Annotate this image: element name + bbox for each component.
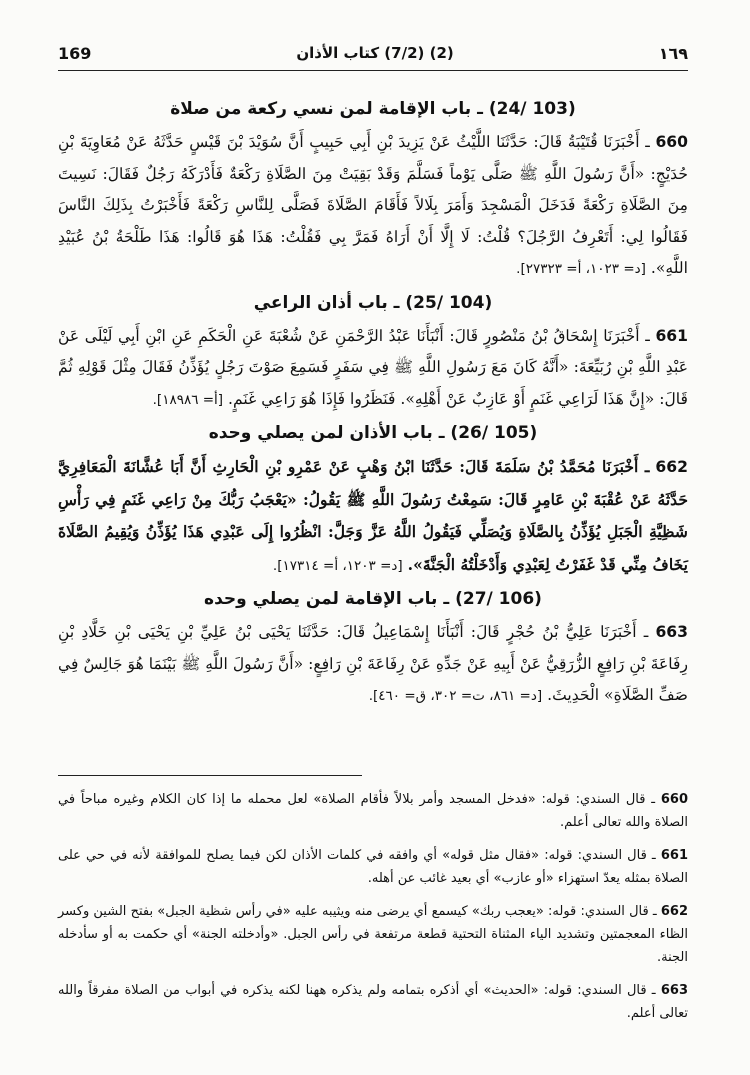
hadith-text: ـ أَخْبَرَنَا قُتَيْبَةُ قَالَ: حَدَّثَنَا اللَّيْثُ عَنْ يَزِيدَ بْنِ أَبِي حَبِيبٍ أَنَّ سُوَيْدَ بْنَ قَيْسٍ حَدَّثَهُ عَنْ مُعَاوِيَةَ بْنِ حُدَيْجٍ: «أَنَّ رَسُولَ اللَّهِ ﷺ صَلَّى يَوْماً فَسَلَّمَ وَقَدْ بَقِيَتْ مِنَ الصَّلَاةِ رَكْعَةٌ فَأَدْرَكَهُ رَجُلٌ فَقَالَ: نَسِيتَ مِنَ الصَّلَاةِ رَكْعَةً فَدَخَلَ الْمَسْجِدَ وَأَمَرَ بِلَالاً فَأَقَامَ الصَّلَاةَ فَصَلَّى لِلنَّاسِ رَكْعَةً فَأَخْبَرْتُ بِذَلِكَ النَّاسَ فَقَالُوا لِي: أَتَعْرِفُ الرَّجُلَ؟ قُلْتُ: لَا إِلَّا أَنْ أَرَاهُ فَمَرَّ بِي فَقُلْتُ: هَذَا هُوَ قَالُوا: هَذَا طَلْحَةُ بْنُ عُبَيْدِ اللَّهِ». <box>58 133 688 277</box>
footnote-text: ـ قال السندي: قوله: «الحديث» أي أذكره بتمامه ولم يذكره ههنا لكنه يذكره في أبواب من الصلاة مفرقاً والله تعالى أعلم. <box>58 983 688 1021</box>
footnote-text: ـ قال السندي: قوله: «فدخل المسجد وأمر بلالاً فأقام الصلاة» لعل محمله ما إذا كان الكلام وغيره مباحاً في الصلاة والله تعالى أعلم. <box>58 792 688 830</box>
footnote-divider <box>58 775 362 776</box>
footnote-number: 661 <box>660 848 688 863</box>
main-text <box>58 92 688 713</box>
hadith-reference: [أ= ١٨٩٨٦]. <box>152 391 224 408</box>
footnotes <box>58 788 688 1035</box>
footnote <box>58 979 688 1025</box>
footnote <box>58 788 688 834</box>
page-number-arabic: ١٦٩ <box>658 43 688 63</box>
chapter-section <box>58 290 688 417</box>
running-title: (2) (7/2) كتاب الأذان <box>296 44 454 62</box>
hadith-reference: [د= ١٢٠٣، أ= ١٧٣١٤]. <box>272 557 403 574</box>
hadith-number: 663 <box>655 623 688 641</box>
footnote-number: 660 <box>660 792 688 807</box>
footnote-text: ـ قال السندي: قوله: «فقال مثل قوله» أي وافقه في كلمات الأذان لكن فيما يصلح للموافقة لأنه في حي على الصلاة بمثله يعدّ استهزاء «أو عازب» أي بعيد غائب عن أهله. <box>58 848 688 886</box>
footnote-text: ـ قال السندي: قوله: «يعجب ربك» كيسمع أي يرضى منه ويثيبه عليه «في رأس شظية الجبل» بفتح الشين وكسر الظاء المعجمتين وتشديد الياء المثناة التحتية قطعة مرتفعة في رأس الجبل. «وأدخلته الجنة» أي حكمت به أو سأدخله الجنة. <box>58 904 688 965</box>
page-number-latin: 169 <box>58 43 92 63</box>
hadith-text: ـ أَخْبَرَنَا عَلِيُّ بْنُ حُجْرٍ قَالَ: أَنْبَأَنَا إِسْمَاعِيلُ قَالَ: حَدَّثَنَا يَحْيَى بْنُ عَلِيِّ بْنِ يَحْيَى بْنِ خَلَّادِ بْنِ رِفَاعَةَ بْنِ رَافِعٍ الزُّرَقِيُّ عَنْ أَبِيهِ عَنْ جَدِّهِ عَنْ رِفَاعَةَ بْنِ رَافِعٍ: «أَنَّ رَسُولَ اللَّهِ ﷺ بَيْنَمَا هُوَ جَالِسٌ فِي صَفِّ الصَّلَاةِ» الْحَدِيثَ. <box>58 623 688 704</box>
hadith-reference: [د= ٨٦١، ت= ٣٠٢، ق= ٤٦٠]. <box>368 688 543 704</box>
chapter-section <box>58 586 688 713</box>
chapter-section <box>58 96 688 286</box>
page-header <box>58 36 688 71</box>
hadith-paragraph <box>58 451 688 582</box>
chapter-heading: (104 /25) ـ باب أذان الراعي <box>253 292 493 313</box>
hadith-paragraph <box>58 321 688 417</box>
hadith-paragraph <box>58 617 688 713</box>
hadith-text: ـ أَخْبَرَنَا إِسْحَاقُ بْنُ مَنْصُورٍ قَالَ: أَنْبَأَنَا عَبْدُ الرَّحْمَنِ عَنْ شُعْبَةَ عَنِ الْحَكَمِ عَنِ ابْنِ أَبِي لَيْلَى عَنْ عَبْدِ اللَّهِ بْنِ رُبَيِّعَةَ: «أَنَّهُ كَانَ مَعَ رَسُولِ اللَّهِ ﷺ فِي سَفَرٍ فَسَمِعَ صَوْتَ رَجُلٍ يُؤَذِّنُ فَقَالَ مِثْلَ قَوْلِهِ ثُمَّ قَالَ: «إِنَّ هَذَا لَرَاعِي غَنَمٍ أَوْ عَازِبٌ عَنْ أَهْلِهِ». فَنَظَرُوا فَإِذَا هُوَ رَاعِي غَنَمٍ. <box>58 326 688 408</box>
chapter-heading: (105 /26) ـ باب الأذان لمن يصلي وحده <box>208 423 538 443</box>
footnote <box>58 844 688 890</box>
chapter-heading: (103 /24) ـ باب الإقامة لمن نسي ركعة من صلاة <box>170 99 576 119</box>
footnote-number: 663 <box>660 983 688 998</box>
hadith-number: 660 <box>655 133 688 151</box>
hadith-reference: [د= ١٠٢٣، أ= ٢٧٣٢٣]. <box>516 261 646 277</box>
hadith-number: 661 <box>655 326 688 345</box>
chapter-heading: (106 /27) ـ باب الإقامة لمن يصلي وحده <box>204 589 542 609</box>
hadith-paragraph <box>58 127 688 286</box>
hadith-number: 662 <box>655 458 688 476</box>
chapter-section <box>58 420 688 582</box>
footnote-number: 662 <box>660 904 688 919</box>
footnote <box>58 900 688 969</box>
hadith-text: ـ أَخْبَرَنَا مُحَمَّدُ بْنُ سَلَمَةَ قَالَ: حَدَّثَنَا ابْنُ وَهْبٍ عَنْ عَمْرِو بْنِ الْحَارِثِ أَنَّ أَبَا عُشَّانَةَ الْمَعَافِرِيَّ حَدَّثَهُ عَنْ عُقْبَةَ بْنِ عَامِرٍ قَالَ: سَمِعْتُ رَسُولَ اللَّهِ ﷺ يَقُولُ: «يَعْجَبُ رَبُّكَ مِنْ رَاعِي غَنَمٍ فِي رَأْسِ شَظِيَّةِ الْجَبَلِ يُؤَذِّنُ بِالصَّلَاةِ وَيُصَلِّي فَيَقُولُ اللَّهُ عَزَّ وَجَلَّ: انْظُرُوا إِلَى عَبْدِي هَذَا يُؤَذِّنُ وَيُقِيمُ الصَّلَاةَ يَخَافُ مِنِّي قَدْ غَفَرْتُ لِعَبْدِي وَأَدْخَلْتُهُ الْجَنَّةَ». <box>58 457 688 574</box>
